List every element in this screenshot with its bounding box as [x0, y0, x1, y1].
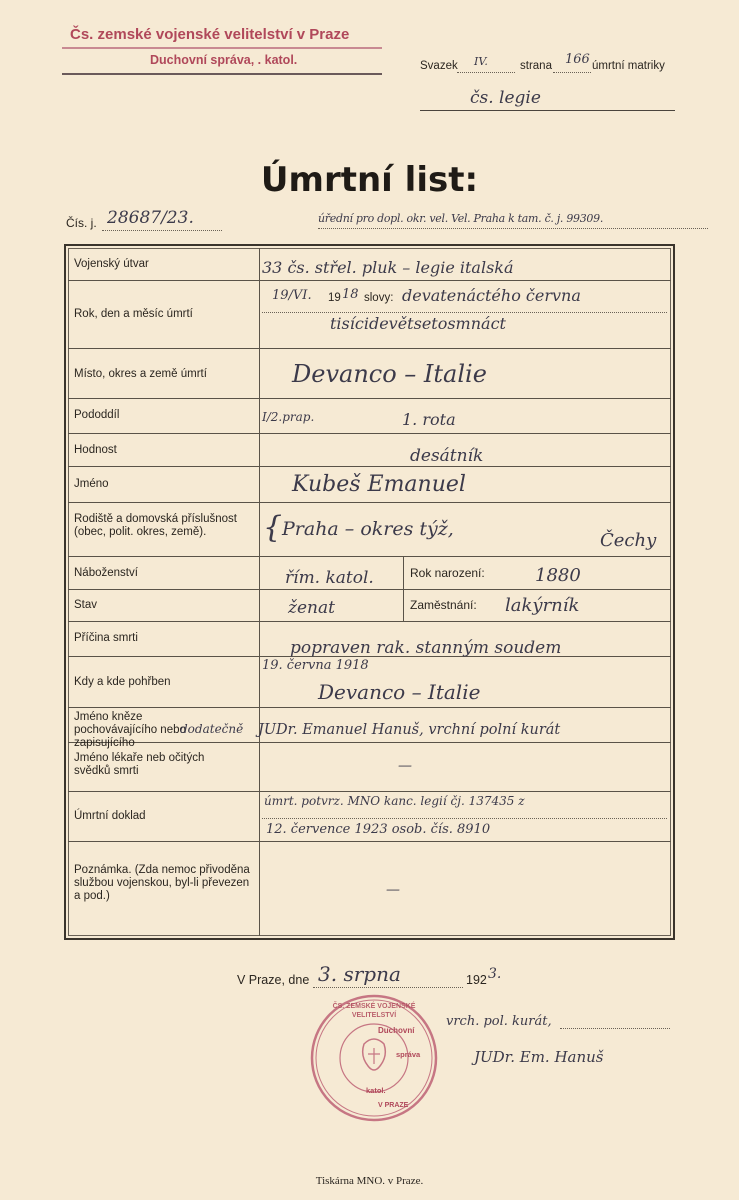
value-burial-place: Devanco – Italie: [318, 680, 481, 704]
official-seal: [308, 992, 440, 1124]
value-death-place: Devanco – Italie: [292, 360, 487, 388]
row-label-cause: Příčina smrti: [74, 632, 138, 644]
seal-bottom: V PRAZE: [378, 1102, 409, 1109]
value-death-year-prefix: 19: [328, 292, 341, 304]
value-death-document-2: 12. července 1923 osob. čís. 8910: [266, 822, 491, 837]
footer-date: 3. srpna: [318, 962, 401, 986]
value-doctor: —: [398, 758, 412, 774]
row-label-religion: Náboženství: [74, 567, 138, 579]
value-status: ženat: [288, 598, 335, 618]
value-burial-date: 19. června 1918: [262, 658, 369, 673]
matriky-label: úmrtní matriky: [592, 60, 665, 72]
value-death-day: 19/VI.: [272, 288, 312, 303]
strana-value: 166: [565, 52, 590, 67]
cis-note: úřední pro dopl. okr. vel. Vel. Praha k tam. č. j. 99309.: [318, 212, 604, 225]
legie-value: čs. legie: [470, 88, 541, 108]
row-label-burial: Kdy a kde pohřben: [74, 676, 171, 688]
cis-value: 28687/23.: [107, 208, 194, 228]
row-label-death-place: Místo, okres a země úmrtí: [74, 368, 207, 380]
row-label-death-date: Rok, den a měsíc úmrtí: [74, 308, 193, 320]
strana-label: strana: [520, 60, 552, 72]
row-label-death-document: Úmrtní doklad: [74, 810, 146, 822]
row-label-subunit: Pododdíl: [74, 409, 120, 421]
row-label-note: Poznámka. (Zda nemoc přivoděna službou vojenskou, byl-li převezen a pod.): [74, 864, 250, 902]
row-label-name: Jméno: [74, 478, 109, 490]
value-name: Kubeš Emanuel: [292, 472, 466, 497]
value-religion: řím. katol.: [285, 568, 374, 588]
row-label-doctor: Jméno lékaře neb očitých svědků smrti: [74, 752, 205, 777]
footer-place-label: V Praze, dne: [237, 973, 310, 987]
occupation-label: Zaměstnání:: [410, 598, 477, 612]
printer-note: Tiskárna MNO. v Praze.: [315, 1175, 424, 1187]
value-unit: 33 čs. střel. pluk – legie italská: [262, 258, 514, 277]
value-death-document-1: úmrt. potvrz. MNO kanc. legií čj. 137435 z: [264, 794, 525, 808]
value-death-words-1: devatenáctého června: [402, 286, 581, 305]
footer-year-suffix: 3.: [488, 966, 502, 982]
value-birthplace-brace: {: [263, 510, 283, 545]
row-label-status: Stav: [74, 599, 98, 611]
birth-year-label: Rok narození:: [410, 566, 485, 580]
value-subunit: 1. rota: [402, 410, 456, 429]
cis-label: Čís. j.: [66, 216, 97, 230]
footer-year-prefix: 192: [466, 973, 487, 987]
seal-inner-2: správa: [396, 1050, 421, 1059]
value-subunit-left: I/2.prap.: [262, 410, 315, 424]
svazek-value: IV.: [474, 55, 488, 68]
value-birthplace: Praha – okres týž,: [282, 518, 454, 540]
signature: JUDr. Em. Hanuš: [474, 1048, 604, 1066]
value-rank: desátník: [410, 446, 484, 466]
row-label-birthplace: Rodiště a domovská příslušnost (obec, polit. okres, země).: [74, 513, 237, 538]
svazek-line: [420, 52, 675, 76]
value-priest-prefix: dodatečně: [180, 722, 244, 736]
svazek-label: Svazek: [420, 60, 458, 72]
value-cause: popraven rak. stanným soudem: [290, 638, 562, 658]
stamp-line-1: Čs. zemské vojenské velitelství v Praze: [70, 26, 350, 43]
value-birthplace-land: Čechy: [600, 530, 657, 551]
value-note: —: [386, 882, 400, 898]
seal-inner-3: katol.: [366, 1086, 386, 1095]
signer-title: vrch. pol. kurát,: [446, 1014, 552, 1029]
row-label-priest: Jméno kněze pochovávajícího nebo zapisujícího: [74, 711, 186, 749]
row-label-rank: Hodnost: [74, 444, 117, 456]
stamp-line-2: Duchovní správa, . katol.: [150, 53, 298, 67]
occupation-value: lakýrník: [505, 595, 580, 616]
seal-text: ČS. ZEMSKÉ VOJENSKÉ VELITELSTVÍ: [332, 1003, 416, 1019]
value-death-year-suffix: 18: [342, 287, 359, 302]
birth-year-value: 1880: [535, 565, 581, 586]
page-title: Úmrtní list:: [260, 160, 479, 200]
value-priest: JUDr. Emanuel Hanuš, vrchní polní kurát: [258, 722, 561, 738]
row-label-unit: Vojenský útvar: [74, 258, 149, 270]
header-stamp: [62, 22, 382, 78]
value-death-words-2: tisícidevětsetosmnáct: [330, 314, 506, 333]
seal-inner-1: Duchovní: [378, 1026, 415, 1035]
slovy-label: slovy:: [364, 292, 394, 304]
